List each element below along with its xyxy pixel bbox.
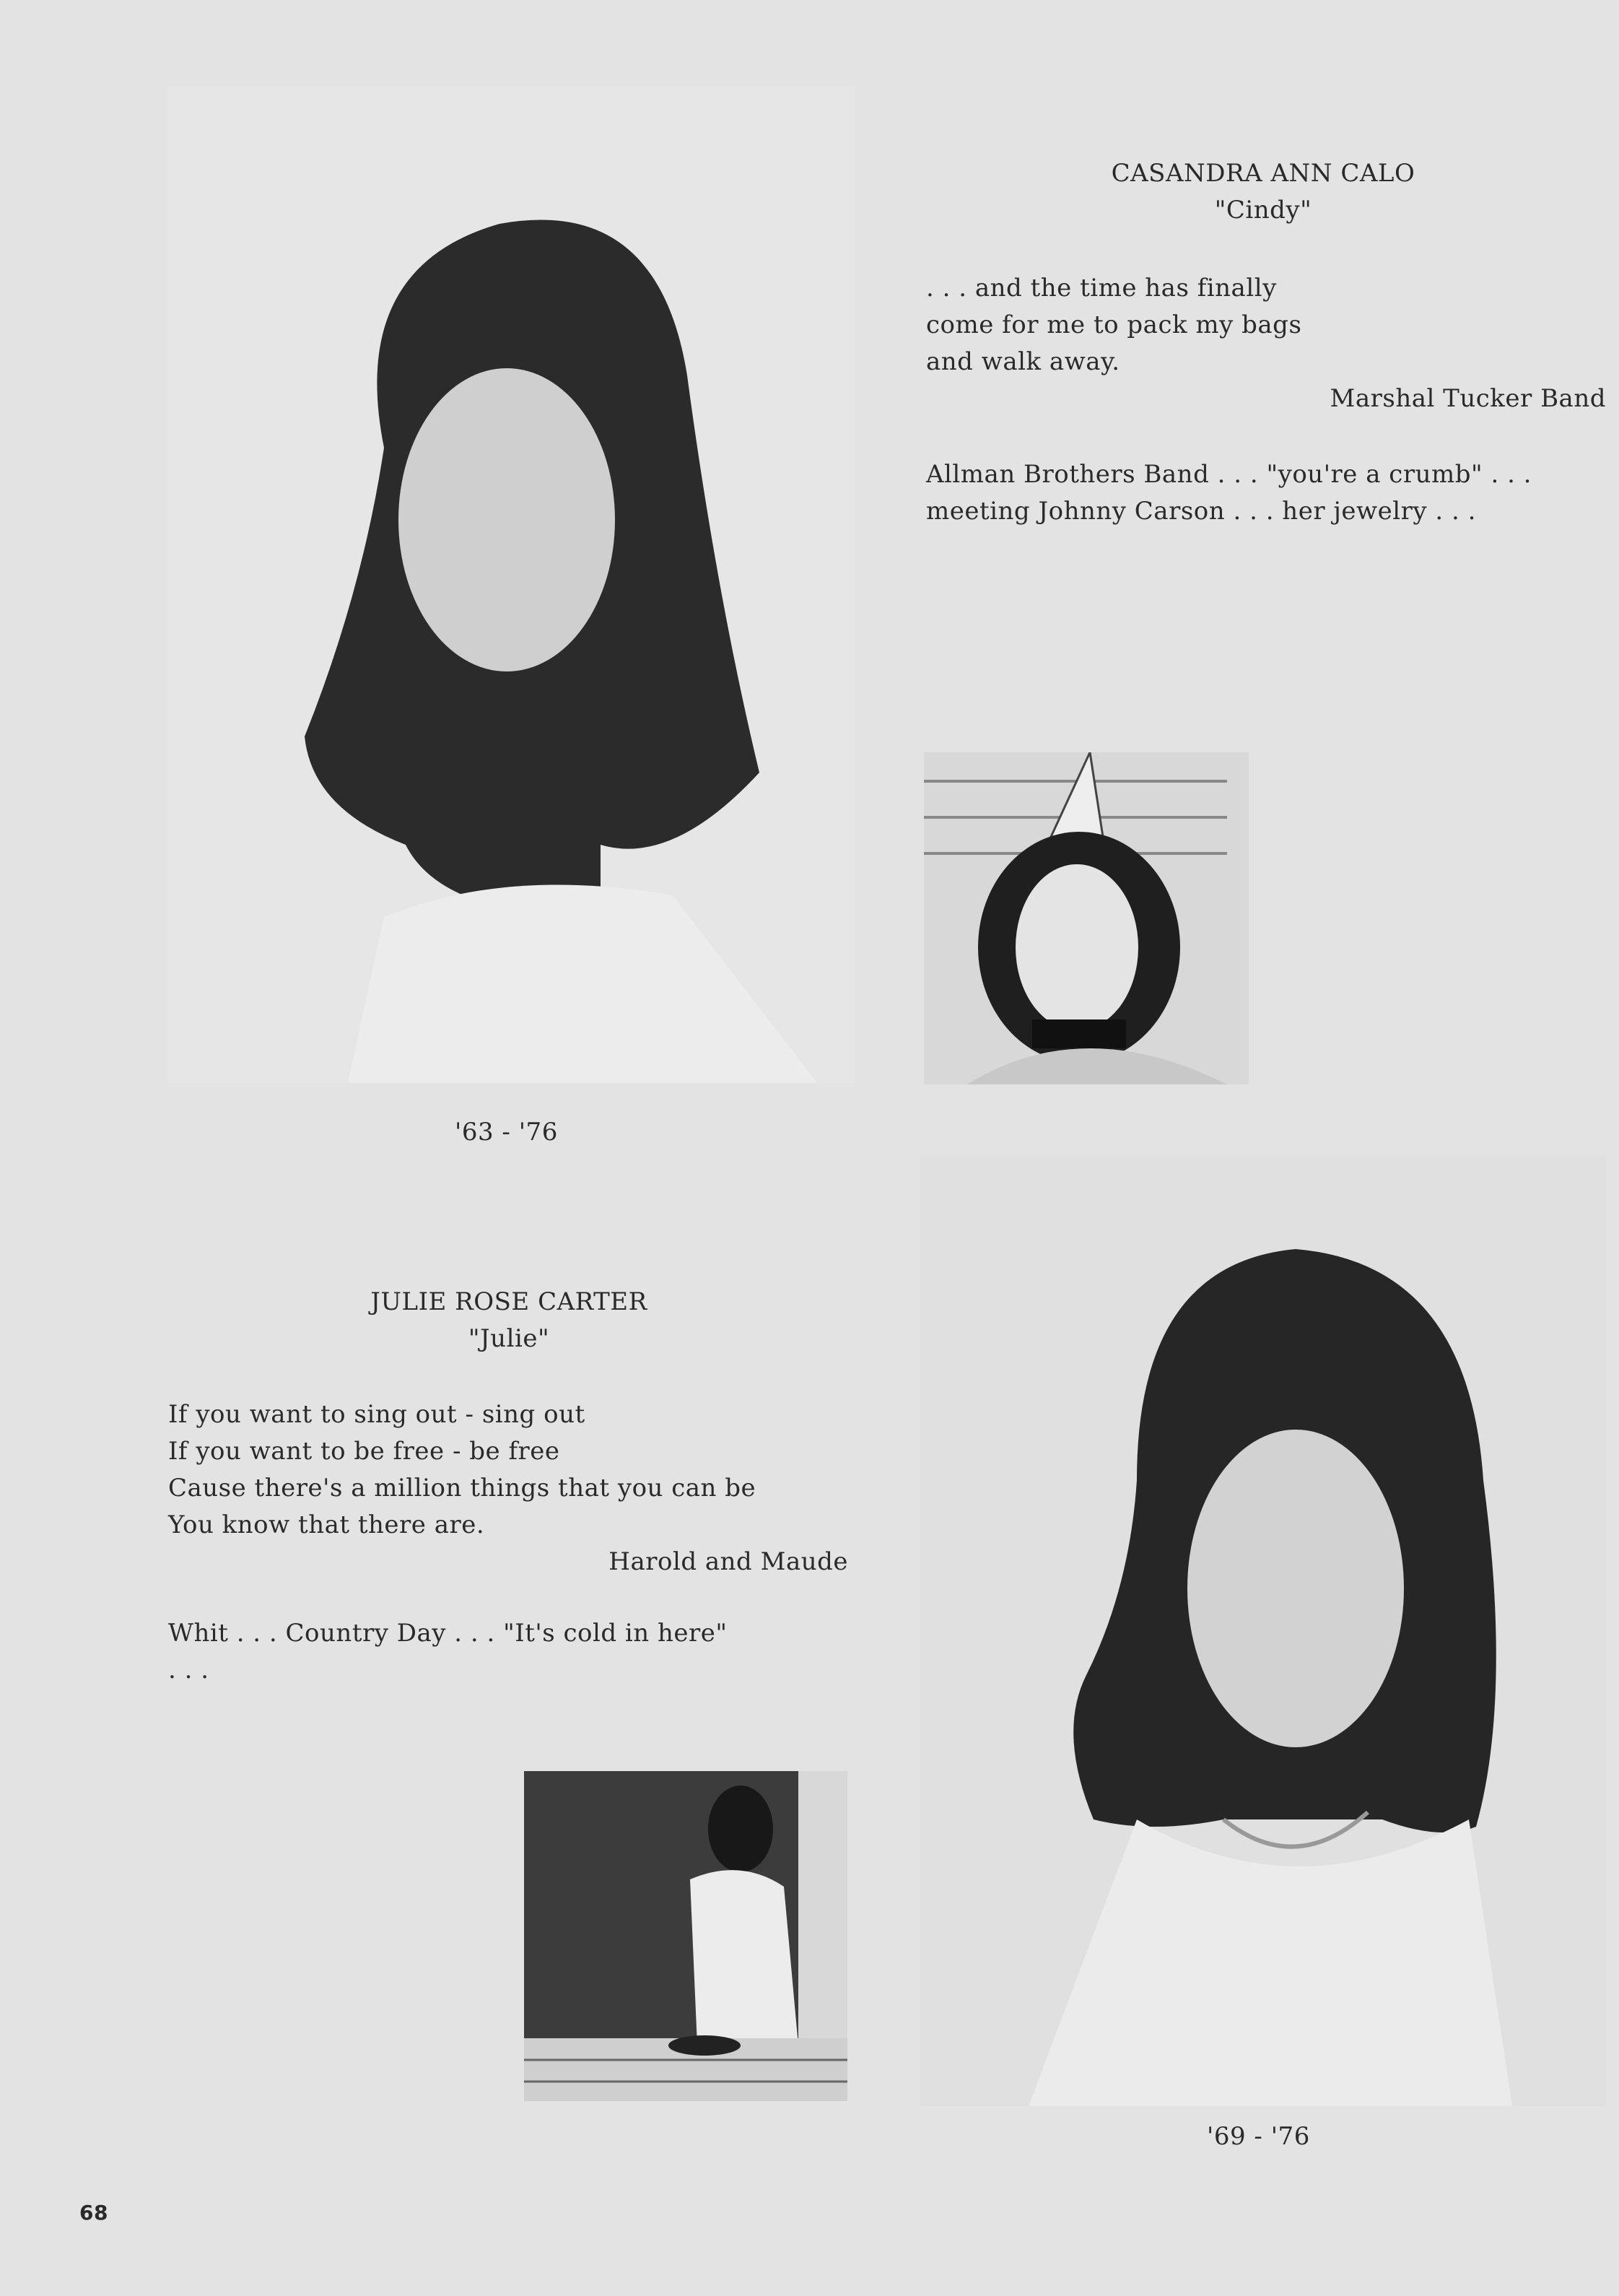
memories-line: . . . xyxy=(168,1656,209,1684)
memories-line: meeting Johnny Carson . . . her jewelry . . . xyxy=(926,497,1476,526)
quote-line: If you want to be free - be free xyxy=(168,1437,560,1466)
student-nickname: "Julie" xyxy=(468,1324,550,1353)
candid-photo-calo xyxy=(924,752,1249,1084)
student-nickname: "Cindy" xyxy=(1214,196,1312,225)
quote-line: You know that there are. xyxy=(168,1510,485,1539)
portrait-photo-carter xyxy=(920,1155,1606,2106)
quote-line: Cause there's a million things that you can be xyxy=(168,1474,756,1503)
class-years: '69 - '76 xyxy=(1207,2122,1310,2151)
quote-line: If you want to sing out - sing out xyxy=(168,1400,585,1429)
student-name: JULIE ROSE CARTER xyxy=(370,1287,647,1316)
page-number: 68 xyxy=(79,2201,108,2225)
quote-line: . . . and the time has finally xyxy=(926,274,1277,303)
class-years: '63 - '76 xyxy=(455,1118,558,1147)
candid-photo-carter xyxy=(524,1771,847,2101)
quote-attribution: Marshal Tucker Band xyxy=(1330,384,1606,413)
memories-line: Whit . . . Country Day . . . "It's cold in here" xyxy=(168,1619,728,1648)
quote-line: and walk away. xyxy=(926,347,1120,376)
quote-attribution: Harold and Maude xyxy=(608,1547,848,1576)
quote-line: come for me to pack my bags xyxy=(926,310,1302,339)
memories-line: Allman Brothers Band . . . "you're a crumb" . . . xyxy=(926,460,1532,489)
portrait-photo-calo xyxy=(167,87,855,1083)
student-name: CASANDRA ANN CALO xyxy=(1111,159,1415,188)
